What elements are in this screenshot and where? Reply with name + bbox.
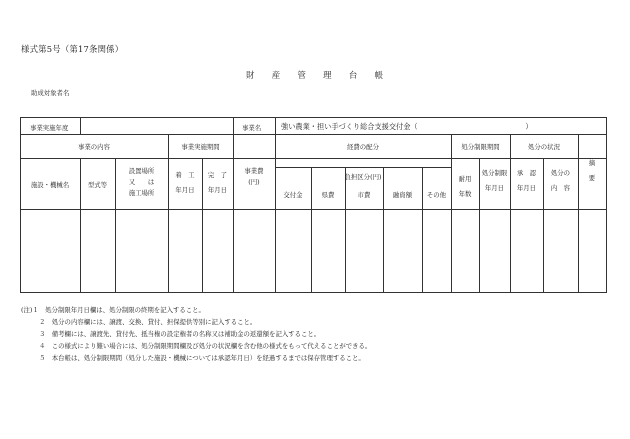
grid-line xyxy=(168,134,169,292)
grid-line xyxy=(422,167,423,292)
col-burden-division: 負担区分(円) xyxy=(344,173,382,181)
col-grant: 交付金 xyxy=(283,191,303,199)
grid-line xyxy=(345,167,346,292)
grid-line xyxy=(80,158,81,292)
col-restriction-date: 処分制限 年月日 xyxy=(481,169,508,192)
grid-line xyxy=(20,134,607,135)
grid-line xyxy=(383,167,384,292)
col-model: 型式等 xyxy=(87,181,108,189)
group-cost-allocation: 経費の配分 xyxy=(347,143,379,151)
group-period: 事業実施期間 xyxy=(181,143,220,151)
note-2: ２ 処分の内容欄には、譲渡、交換、貸付、担保提供等別に記入すること。 xyxy=(39,318,257,326)
recipient-label: 助成対象者名 xyxy=(31,89,70,97)
grid-line xyxy=(233,117,234,134)
group-disposal-status: 処分の状況 xyxy=(528,143,560,151)
col-complete-date: 完 了 年月日 xyxy=(207,171,228,194)
col-facility: 施設・機械名 xyxy=(30,181,70,189)
grid-line xyxy=(275,117,276,134)
col-municipal: 市費 xyxy=(357,191,371,199)
grid-line xyxy=(20,158,607,159)
note-1: (注)１ 処分制限年月日欄は、処分制限の終期を記入すること。 xyxy=(21,306,205,314)
grid-line xyxy=(275,134,276,292)
project-name-value: 強い農業・担い手づくり総合支援交付金（ ） xyxy=(281,122,533,131)
grid-line xyxy=(233,134,234,292)
col-location: 設置場所 又 は 施工場所 xyxy=(128,167,155,197)
form-number: 様式第5号（第17条関係） xyxy=(21,44,124,54)
grid-line xyxy=(311,167,312,292)
note-5: ５ 本台帳は、処分制限期間（処分した施設・機械については承認年月日）を経過するまでは保存管理すること。 xyxy=(39,354,365,362)
note-4: ４ この様式により難い場合には、処分制限期間欄及び処分の状況欄を含む他の様式をもって代えることができる。 xyxy=(39,342,372,350)
col-prefecture: 県費 xyxy=(321,191,335,199)
col-approval-date: 承 認 年月日 xyxy=(516,169,537,192)
grid-line xyxy=(606,117,607,293)
grid-line xyxy=(80,117,81,134)
project-name-label: 事業名 xyxy=(242,124,262,132)
col-financing: 融資額 xyxy=(392,191,413,199)
grid-line xyxy=(20,209,607,210)
grid-line xyxy=(275,167,451,168)
group-restriction-period: 処分制限期間 xyxy=(461,143,500,151)
col-useful-life: 耐用 年数 xyxy=(458,175,472,198)
grid-line xyxy=(451,134,452,292)
col-disposal-content: 処分の 内 容 xyxy=(550,169,571,192)
fiscal-year-label: 事業実施年度 xyxy=(30,124,69,132)
grid-line xyxy=(20,292,607,293)
col-other: その他 xyxy=(426,191,447,199)
grid-line xyxy=(510,134,511,292)
note-3: ３ 備考欄には、譲渡先、貸付先、抵当権の設定権者の名称又は補助金の返還額を記入すること。 xyxy=(39,330,321,338)
grid-line xyxy=(20,117,607,118)
group-content: 事業の内容 xyxy=(78,143,110,151)
ledger-title: 財 産 管 理 台 帳 xyxy=(246,70,384,80)
col-start-date: 着 工 年月日 xyxy=(175,171,195,194)
col-remarks: 摘 要 xyxy=(588,159,596,182)
col-project-cost: 事業費 (円) xyxy=(244,167,264,186)
